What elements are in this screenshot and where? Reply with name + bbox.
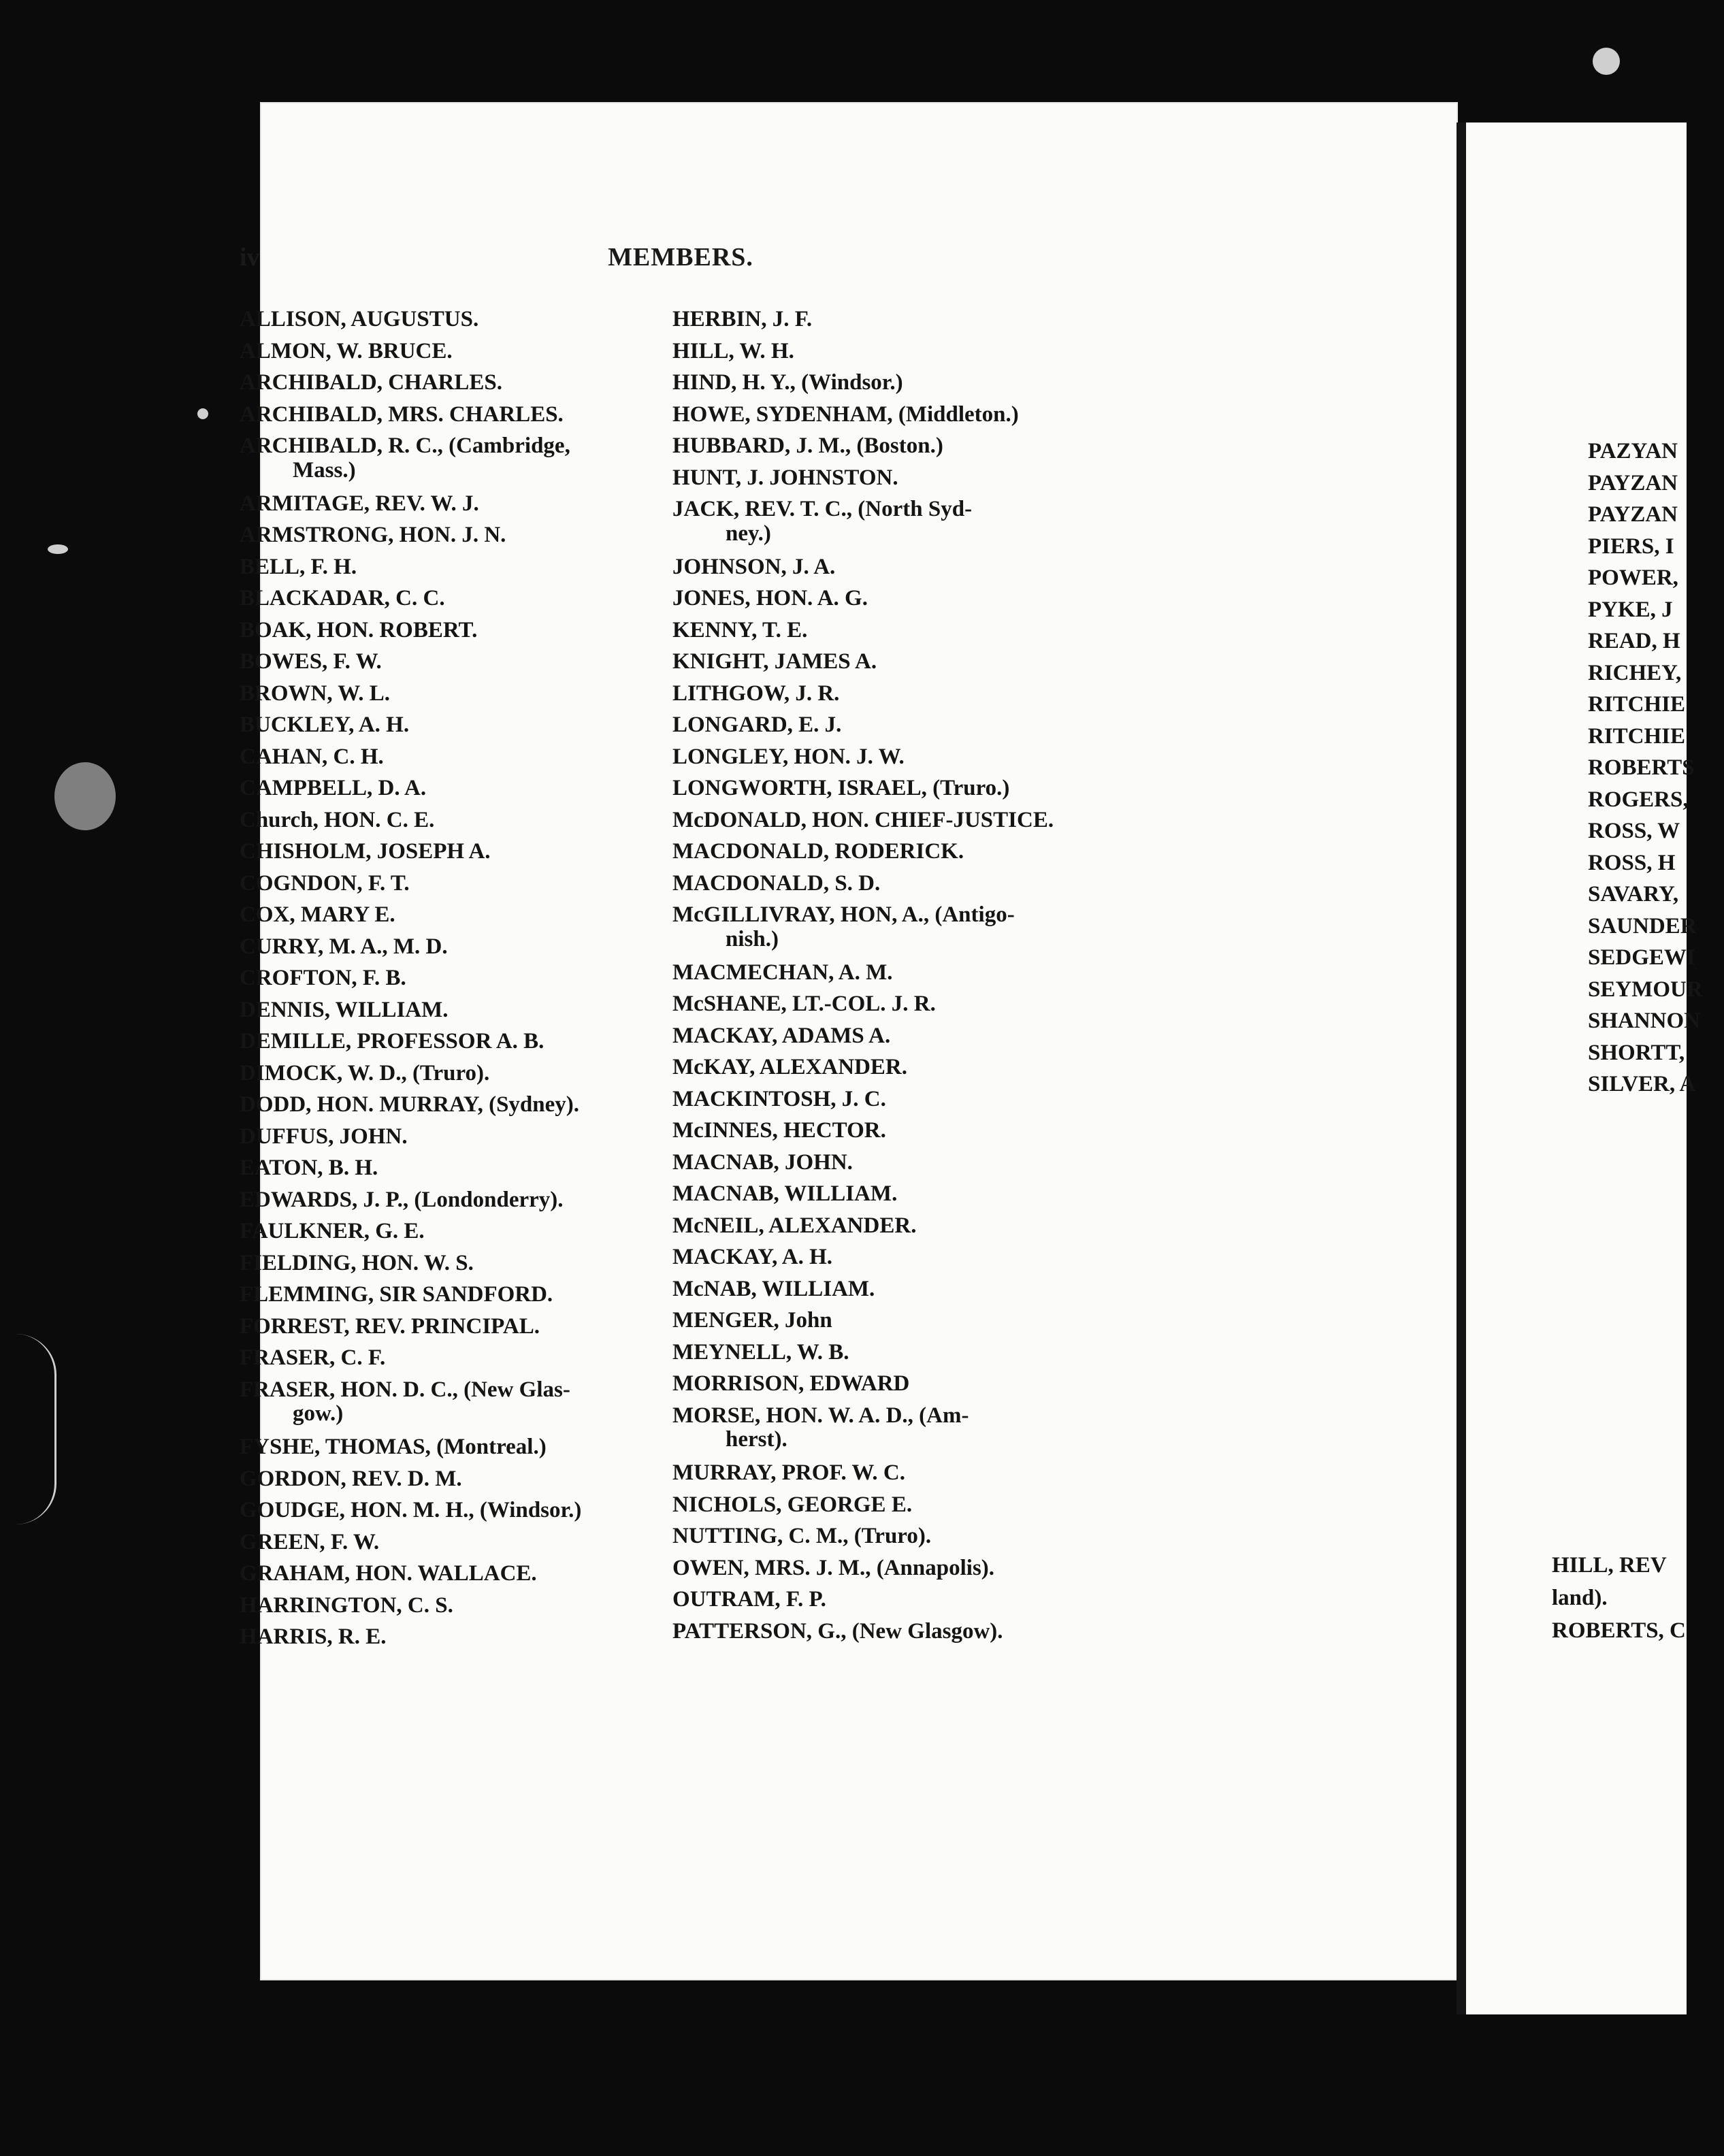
member-entry: PYKE, J [1588, 597, 1673, 622]
member-entry: PAYZAN [1588, 502, 1678, 527]
member-entry: BUCKLEY, A. H. [240, 713, 410, 737]
member-entry: MACNAB, JOHN. [672, 1149, 853, 1175]
member-entry: FORREST, REV. PRINCIPAL. [240, 1313, 540, 1339]
page-number: iv [240, 243, 260, 272]
member-entry: ROSS, H [1588, 850, 1676, 875]
member-entry: NICHOLS, GEORGE E. [672, 1492, 913, 1517]
member-entry: ney.) [726, 521, 771, 546]
member-entry: MORSE, HON. W. A. D., (Am- [672, 1403, 969, 1428]
member-entry: EATON, B. H. [240, 1156, 378, 1180]
member-entry: MACNAB, WILLIAM. [672, 1181, 898, 1206]
member-entry: MORRISON, EDWARD [672, 1371, 910, 1396]
member-entry: HARRINGTON, C. S. [240, 1592, 453, 1618]
member-entry: ARCHIBALD, MRS. CHARLES. [240, 402, 564, 427]
member-entry: ARMITAGE, REV. W. J. [240, 491, 479, 516]
member-entry: JACK, REV. T. C., (North Syd- [672, 497, 973, 521]
member-entry: ARCHIBALD, CHARLES. [240, 370, 502, 395]
member-entry: ARCHIBALD, R. C., (Cambridge, [240, 434, 570, 458]
member-entry: JONES, HON. A. G. [672, 586, 868, 610]
member-entry: GRAHAM, HON. WALLACE. [240, 1561, 537, 1586]
member-entry: BOWES, F. W. [240, 649, 382, 674]
dust-speck [197, 408, 208, 419]
members-column-left [240, 304, 662, 1653]
member-entry: land). [1552, 1586, 1608, 1610]
member-entry: READ, H [1588, 629, 1680, 653]
member-entry: Mass.) [293, 457, 356, 483]
member-entry: HILL, REV [1552, 1553, 1667, 1578]
member-entry: HUNT, J. JOHNSTON. [672, 465, 898, 490]
member-entry: HUBBARD, J. M., (Boston.) [672, 434, 943, 458]
member-entry: ROGERS, [1588, 787, 1689, 812]
member-entry: CURRY, M. A., M. D. [240, 934, 448, 959]
member-entry: ALLISON, AUGUSTUS. [240, 307, 479, 331]
member-entry: KNIGHT, JAMES A. [672, 649, 877, 674]
member-entry: MACKINTOSH, J. C. [672, 1086, 886, 1111]
member-entry: HARRIS, R. E. [240, 1624, 387, 1649]
member-entry: COX, MARY E. [240, 902, 395, 927]
member-entry: SAVARY, [1588, 882, 1679, 906]
member-entry: McINNES, HECTOR. [672, 1118, 886, 1143]
hair-artifact [14, 1334, 56, 1524]
member-entry: HERBIN, J. F. [672, 307, 813, 331]
member-entry: CROFTON, F. B. [240, 966, 406, 990]
member-entry: SHORTT, [1588, 1040, 1685, 1065]
member-entry: HOWE, SYDENHAM, (Middleton.) [672, 402, 1019, 427]
member-entry: KENNY, T. E. [672, 617, 808, 642]
member-entry: HIND, H. Y., (Windsor.) [672, 370, 903, 395]
member-entry: ALMON, W. BRUCE. [240, 338, 453, 363]
member-entry: RICHEY, [1588, 660, 1682, 685]
member-entry: herst). [726, 1427, 787, 1452]
member-entry: LITHGOW, J. R. [672, 681, 840, 706]
member-entry: SHANNON [1588, 1009, 1701, 1033]
member-entry: gow.) [293, 1401, 344, 1426]
member-entry: ARMSTRONG, HON. J. N. [240, 523, 506, 547]
member-entry: PAZYAN [1588, 439, 1678, 463]
facing-page-column [1588, 436, 1724, 1100]
member-entry: SILVER, A [1588, 1072, 1696, 1096]
member-entry: McNAB, WILLIAM. [672, 1276, 875, 1301]
facing-page-bottom [1552, 1549, 1686, 1647]
member-entry: CHISHOLM, JOSEPH A. [240, 839, 491, 864]
member-entry: GORDON, REV. D. M. [240, 1466, 462, 1491]
dust-speck [48, 544, 68, 554]
member-entry: OWEN, MRS. J. M., (Annapolis). [672, 1555, 995, 1580]
member-entry: MACKAY, A. H. [672, 1245, 833, 1269]
member-entry: LONGARD, E. J. [672, 713, 842, 737]
member-entry: BOAK, HON. ROBERT. [240, 617, 478, 642]
member-entry: RITCHIE [1588, 692, 1686, 717]
member-entry: BROWN, W. L. [240, 681, 390, 706]
member-entry: POWER, [1588, 566, 1678, 590]
member-entry: BELL, F. H. [240, 554, 357, 579]
member-entry: DIMOCK, W. D., (Truro). [240, 1060, 490, 1085]
member-entry: LONGWORTH, ISRAEL, (Truro.) [672, 776, 1010, 800]
member-entry: CAHAN, C. H. [240, 744, 384, 769]
member-entry: EDWARDS, J. P., (Londonderry). [240, 1187, 564, 1212]
dust-speck [1593, 48, 1620, 75]
member-entry: PATTERSON, G., (New Glasgow). [672, 1618, 1003, 1644]
member-entry: ROSS, W [1588, 819, 1680, 843]
page-title: MEMBERS. [608, 243, 753, 272]
member-entry: McNEIL, ALEXANDER. [672, 1213, 917, 1238]
member-entry: HILL, W. H. [672, 338, 794, 363]
specimen-debris [54, 762, 116, 830]
member-entry: DEMILLE, PROFESSOR A. B. [240, 1029, 544, 1054]
member-entry: DUFFUS, JOHN. [240, 1124, 408, 1149]
member-entry: FRASER, C. F. [240, 1345, 386, 1370]
member-entry: PIERS, I [1588, 534, 1674, 559]
member-entry: OUTRAM, F. P. [672, 1587, 826, 1612]
member-entry: PAYZAN [1588, 470, 1678, 495]
member-entry: FIELDING, HON. W. S. [240, 1250, 474, 1275]
member-entry: ROBERTS [1588, 755, 1695, 780]
member-entry: McSHANE, LT.-COL. J. R. [672, 992, 936, 1016]
member-entry: SAUNDER [1588, 913, 1697, 938]
member-entry: MACKAY, ADAMS A. [672, 1023, 891, 1048]
member-entry: McGILLIVRAY, HON, A., (Antigo- [672, 902, 1015, 927]
member-entry: FYSHE, THOMAS, (Montreal.) [240, 1435, 547, 1459]
member-entry: ROBERTS, C [1552, 1618, 1686, 1643]
member-entry: MURRAY, PROF. W. C. [672, 1460, 905, 1485]
member-entry: DODD, HON. MURRAY, (Sydney). [240, 1092, 580, 1117]
member-entry: FAULKNER, G. E. [240, 1219, 425, 1243]
member-entry: GREEN, F. W. [240, 1529, 380, 1554]
member-entry: RITCHIE [1588, 723, 1686, 749]
member-entry: MACMECHAN, A. M. [672, 960, 893, 985]
member-entry: SEDGEWI [1588, 945, 1695, 970]
member-entry: McDONALD, HON. CHIEF-JUSTICE. [672, 807, 1054, 832]
member-entry: McKAY, ALEXANDER. [672, 1055, 908, 1079]
member-entry: CAMPBELL, D. A. [240, 776, 427, 800]
member-entry: SEYMOUR [1588, 977, 1703, 1002]
member-entry: GOUDGE, HON. M. H., (Windsor.) [240, 1498, 582, 1522]
member-entry: LONGLEY, HON. J. W. [672, 744, 905, 769]
member-entry: DENNIS, WILLIAM. [240, 997, 449, 1022]
member-entry: MENGER, John [672, 1308, 832, 1333]
member-entry: MACDONALD, S. D. [672, 870, 881, 896]
member-entry: MEYNELL, W. B. [672, 1339, 849, 1365]
member-entry: nish.) [726, 926, 779, 951]
member-entry: NUTTING, C. M., (Truro). [672, 1524, 932, 1548]
member-entry: FRASER, HON. D. C., (New Glas- [240, 1377, 570, 1402]
members-column-right [672, 304, 1094, 1647]
member-entry: MACDONALD, RODERICK. [672, 839, 964, 864]
member-entry: FLEMMING, SIR SANDFORD. [240, 1282, 553, 1307]
member-entry: COGNDON, F. T. [240, 870, 410, 896]
member-entry: Church, HON. C. E. [240, 807, 435, 832]
member-entry: JOHNSON, J. A. [672, 554, 836, 579]
member-entry: BLACKADAR, C. C. [240, 586, 445, 610]
